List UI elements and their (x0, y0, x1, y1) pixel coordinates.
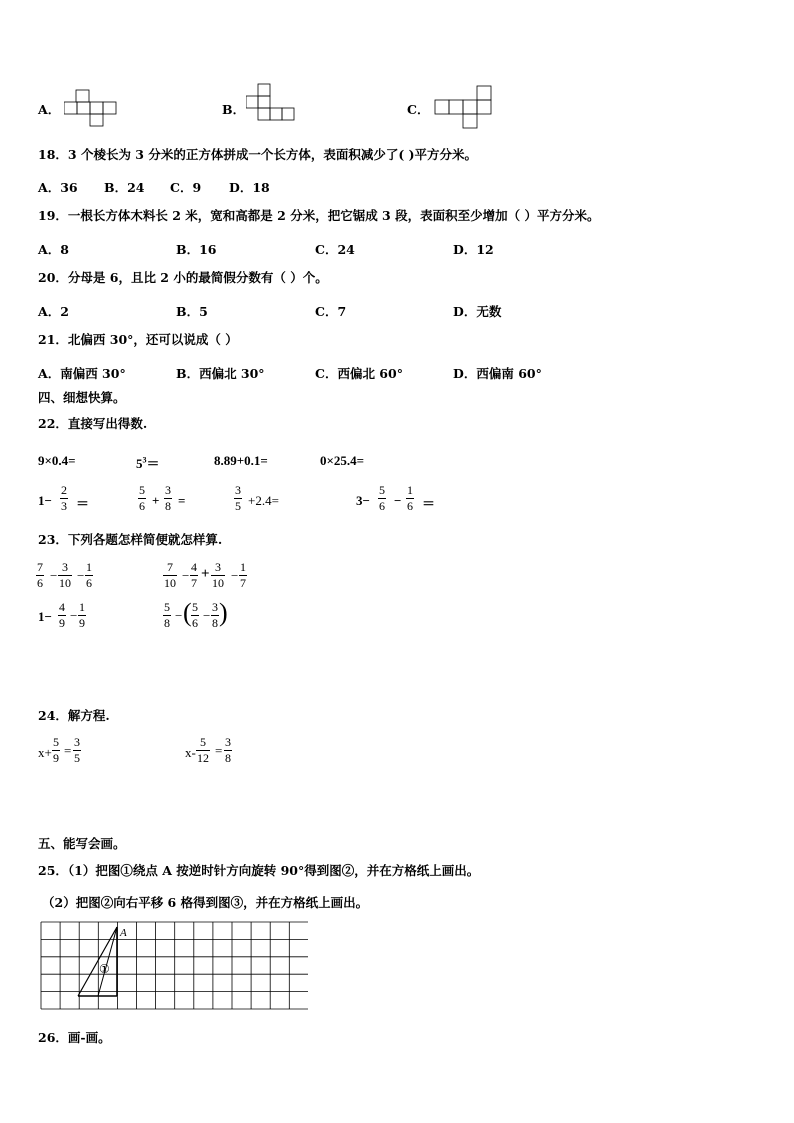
q23d-minus-1: − (175, 608, 183, 623)
q23d-frac-3: $\frac{3}{8}$ (212, 600, 218, 630)
q23d-frac-2: $\frac{5}{6}$ (192, 600, 198, 630)
q22-stem: 22．直接写出得数. (38, 416, 148, 431)
q22-base: 5 (136, 456, 143, 471)
q19-stem: 19．一根长方体木料长 2 米，宽和高都是 2 分米，把它锯成 3 段，表面积至少增加（ ）平方分米。 (38, 208, 600, 223)
q23b-minus-1: − (182, 568, 190, 583)
q22-plus-1: + (152, 493, 160, 508)
q23c-frac-1: $\frac{4}{9}$ (59, 600, 65, 630)
q22-minus: − (394, 493, 402, 508)
q20-option-b: B．5 (176, 304, 208, 319)
q17-option-b: B． (222, 102, 246, 117)
q24-e1-eq: = (64, 743, 72, 758)
q23b-frac-2: $\frac{4}{7}$ (191, 560, 197, 590)
grid-paper (40, 921, 308, 1021)
q21-option-d: D．西偏南 60° (453, 366, 542, 381)
q23b-frac-3: $\frac{3}{10}$ (212, 560, 224, 590)
q17-option-c: C． (407, 102, 430, 117)
q24-e2-eq: = (215, 743, 223, 758)
q18-option-b: B．24 (104, 180, 145, 195)
point-a-label: A (120, 927, 127, 939)
q22-eq-4: ＝ (422, 496, 436, 511)
q23b-frac-1: $\frac{7}{10}$ (164, 560, 176, 590)
q22-exponent: 3 (142, 455, 147, 465)
q23b-frac-4: $\frac{1}{7}$ (240, 560, 246, 590)
q22-eq-1: ＝ (76, 496, 90, 511)
q24-e2-frac-1: $\frac{5}{12}$ (197, 735, 209, 765)
q22-equals: ＝ (146, 456, 160, 471)
q20-option-c: C．7 (315, 304, 347, 319)
q23a-minus-1: − (50, 568, 58, 583)
q22-frac-1-6: $\frac{1}{6}$ (407, 483, 413, 513)
q22-expr-2 (136, 453, 160, 472)
q19-option-b: B．16 (176, 242, 217, 257)
q20-option-a: A．2 (38, 304, 69, 319)
q18-option-a: A．36 (38, 180, 78, 195)
q23c-one-minus: 1− (38, 609, 52, 624)
q23b-plus: + (201, 566, 210, 582)
q23d-minus-2: − (203, 608, 211, 623)
q18-option-d: D．18 (229, 180, 270, 195)
q21-option-b: B．西偏北 30° (176, 366, 265, 381)
q22-op-1-minus: 1− (38, 493, 52, 508)
triangle-slant-edge (78, 927, 117, 996)
q21-option-c: C．西偏北 60° (315, 366, 403, 381)
q19-option-c: C．24 (315, 242, 355, 257)
q26-stem: 26．画-画。 (38, 1030, 111, 1045)
q18-option-c: C．9 (170, 180, 202, 195)
q23d-frac-1: $\frac{5}{8}$ (164, 600, 170, 630)
section-5-heading: 五、能写会画。 (38, 836, 126, 851)
q22-frac-3-5: $\frac{3}{5}$ (235, 483, 241, 513)
figure-1-label: ① (99, 962, 110, 976)
q22-frac-2-3: $\frac{2}{3}$ (61, 483, 67, 513)
q23a-frac-1: $\frac{7}{6}$ (37, 560, 43, 590)
q23d-paren-close: ) (219, 598, 228, 627)
q24-e2-lhs: x- (185, 745, 196, 760)
q19-option-a: A．8 (38, 242, 69, 257)
q19-option-d: D．12 (453, 242, 494, 257)
q24-e2-frac-2: $\frac{3}{8}$ (225, 735, 231, 765)
q24-e1-frac-2: $\frac{3}{5}$ (74, 735, 80, 765)
q25-part1: 25．（1）把图①绕点 A 按逆时针方向旋转 90°得到图②，并在方格纸上画出。 (38, 863, 480, 878)
q24-stem: 24．解方程. (38, 708, 110, 723)
cube-net-c (433, 85, 495, 131)
q22-plus-2.4: +2.4= (248, 493, 279, 508)
section-4-heading: 四、细想快算。 (38, 390, 126, 405)
q22-expr-3: 8.89+0.1= (214, 453, 268, 468)
q23a-frac-2: $\frac{3}{10}$ (59, 560, 71, 590)
q18-stem: 18．3 个棱长为 3 分米的正方体拼成一个长方体，表面积减少了( )平方分米。 (38, 147, 478, 162)
q20-stem: 20．分母是 6，且比 2 小的最简假分数有（ ）个。 (38, 270, 328, 285)
q23d-paren-open: ( (183, 598, 192, 627)
q22-expr-4: 0×25.4= (320, 453, 365, 468)
q23-stem: 23．下列各题怎样简便就怎样算. (38, 532, 223, 547)
q23c-frac-2: $\frac{1}{9}$ (79, 600, 85, 630)
cube-net-a (64, 89, 118, 129)
q22-expr-1: 9×0.4= (38, 453, 76, 468)
cube-net-b (246, 83, 300, 125)
q24-e1-frac-1: $\frac{5}{9}$ (53, 735, 59, 765)
q22-eq-2: = (178, 493, 186, 508)
q22-frac-5-6b: $\frac{5}{6}$ (379, 483, 385, 513)
q21-stem: 21．北偏西 30°，还可以说成（ ） (38, 332, 238, 347)
q23a-minus-2: − (77, 568, 85, 583)
q23a-frac-3: $\frac{1}{6}$ (86, 560, 92, 590)
q23b-minus-2: − (231, 568, 239, 583)
q17-option-a: A． (38, 102, 61, 117)
q22-op-3-minus: 3− (356, 493, 370, 508)
q22-frac-5-6: $\frac{5}{6}$ (139, 483, 145, 513)
q21-option-a: A．南偏西 30° (38, 366, 126, 381)
q24-e1-lhs: x+ (38, 745, 52, 760)
q22-frac-3-8: $\frac{3}{8}$ (165, 483, 171, 513)
q25-part2: （2）把图②向右平移 6 格得到图③，并在方格纸上画出。 (42, 895, 369, 910)
q23c-minus: − (70, 608, 78, 623)
q20-option-d: D．无数 (453, 304, 502, 319)
